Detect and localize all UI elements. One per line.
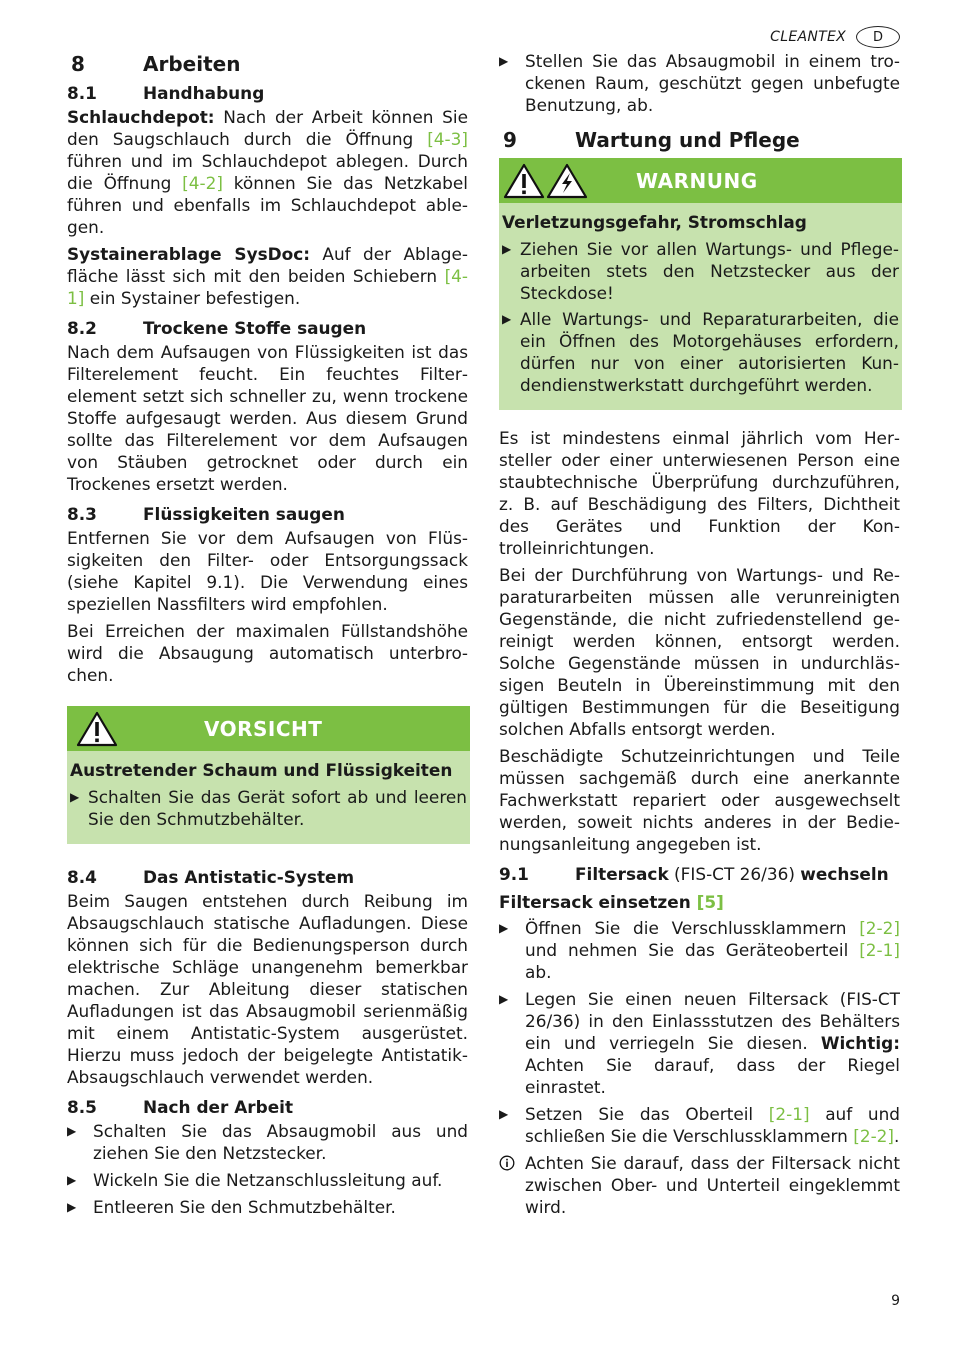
- warning-subtitle: Verletzungsgefahr, Stromschlag: [502, 212, 807, 232]
- section-title: [575, 863, 900, 885]
- figure-reference: [2-1]: [859, 940, 900, 960]
- bullet-triangle-icon: ▶: [502, 312, 512, 326]
- section-9-1-heading: [499, 863, 900, 885]
- section-8-heading: [67, 52, 468, 76]
- text: Filtersack: [575, 864, 669, 884]
- section-8-5-heading: [67, 1096, 468, 1118]
- bullet-triangle-icon: ▶: [67, 1200, 77, 1214]
- bullet-triangle-icon: ▶: [67, 1173, 77, 1187]
- text: Wichtig:: [820, 1033, 900, 1053]
- figure-reference: [5]: [696, 892, 724, 912]
- section-number: 8.4: [67, 867, 97, 887]
- text: und nehmen Sie das Geräteoberteil: [525, 940, 860, 960]
- section-number: 8.3: [67, 504, 97, 524]
- section-8-3-heading: [67, 503, 468, 525]
- warning-body: [499, 203, 902, 410]
- section-8-1-heading: [67, 82, 468, 104]
- text: [525, 988, 900, 1098]
- text: Legen Sie einen neuen Filtersack (FIS-CT 26/36) in den Einlassstutzen des Behälters ein und verriegeln Sie diesen.: [525, 989, 900, 1053]
- warning-header: [499, 158, 902, 203]
- text: Stellen Sie das Absaugmobil in einem trockenen Raum, geschützt gegen unbefugte Benutzung, ab.: [525, 51, 900, 115]
- subheading-filtersack-einsetzen: [499, 891, 900, 913]
- brand-name: CLEANTEX: [770, 29, 846, 45]
- caution-item: [70, 786, 467, 830]
- text: führen und im Schlauchdepot ablegen. Durch die Öffnung: [67, 151, 468, 193]
- left-column: [67, 50, 468, 1223]
- figure-reference: [4-3]: [427, 129, 468, 149]
- bullet-triangle-icon: ▶: [67, 1124, 77, 1138]
- list-item: [499, 988, 900, 1098]
- right-column: [499, 50, 900, 1223]
- text: Wickeln Sie die Netzanschlussleitung auf.: [93, 1170, 443, 1190]
- text: Filtersack einsetzen: [499, 892, 697, 912]
- language-badge: D: [856, 26, 900, 48]
- section-title: Nach der Arbeit: [143, 1097, 294, 1117]
- paragraph-8-3b: Bei Erreichen der maximalen Füllstandshöhe wird die Absaugung automatisch unterbrochen.: [67, 621, 468, 685]
- warning-triangle-icon: [502, 162, 546, 200]
- section-title: Das Antistatic-System: [143, 867, 355, 887]
- text: .: [894, 1126, 900, 1146]
- figure-reference: [2-2]: [859, 918, 900, 938]
- caution-box: [67, 706, 470, 844]
- term-label: Systainerablage SysDoc:: [67, 244, 311, 264]
- figure-reference: [4-2]: [182, 173, 223, 193]
- bullet-triangle-icon: ▶: [502, 242, 512, 256]
- bullet-triangle-icon: ▶: [499, 992, 509, 1006]
- paragraph-8-2: Nach dem Aufsaugen von Flüssigkeiten ist das Filterelement feucht. Ein feuchtes Filterelement setzt sich schneller zu, wenn trockene Stoffe aufgesaugt werden. Aus diesem Grund sollte das Filterelement vor dem Aufsaugen von Stäuben getrocknet oder durch ein Trockenes ersetzt werden.: [67, 342, 468, 494]
- warning-item: [502, 308, 899, 396]
- section-number: 9: [503, 128, 517, 152]
- list-item: [67, 1196, 468, 1218]
- figure-reference: [2-2]: [853, 1126, 895, 1146]
- section-title: Handhabung: [143, 83, 265, 103]
- text: Achten Sie darauf, dass der Riegel einrastet.: [525, 1055, 900, 1097]
- text: können Sie das Netzkabel führen und ebenfalls im Schlauchdepot ablegen.: [67, 173, 468, 237]
- text: Nach der Arbeit können Sie den Saugschlauch durch die Öffnung: [67, 107, 468, 149]
- warning-triangle-icon: [75, 710, 119, 748]
- caution-subtitle: Austretender Schaum und Flüssigkeiten: [70, 760, 453, 780]
- caution-title: VORSICHT: [204, 716, 323, 741]
- text: Schalten Sie das Absaugmobil aus und ziehen Sie den Netzstecker.: [93, 1121, 468, 1163]
- text: [499, 891, 724, 913]
- text: Ziehen Sie vor allen Wartungs- und Pflegearbeiten stets den Netzstecker aus der Steckdose!: [520, 239, 899, 303]
- electric-shock-icon: [545, 162, 589, 200]
- paragraph-sysdoc: [67, 243, 468, 309]
- bullet-triangle-icon: ▶: [499, 54, 509, 68]
- text: wechseln: [800, 864, 889, 884]
- text: Öffnen Sie die Verschlussklammern: [525, 918, 860, 938]
- page-header: [770, 26, 900, 48]
- section-number: 9.1: [499, 864, 529, 884]
- info-icon: [499, 1152, 525, 1218]
- figure-reference: [2-1]: [768, 1104, 810, 1124]
- page-number: 9: [891, 1293, 900, 1309]
- text: [525, 1103, 900, 1147]
- list-item: [499, 1103, 900, 1147]
- warning-item: [502, 238, 899, 304]
- caution-body: [67, 751, 470, 844]
- paragraph-8-4: Beim Saugen entstehen durch Reibung im Absaugschlauch statische Aufladungen. Diese können sich für die Bedienungsperson durch elektrische Schläge unangenehm bemerkbar machen. Zur Ableitung dieser statischen Aufladungen ist das Absaugmobil serienmäßig mit einem Antistatic-System ausgerüstet. Hierzu muss jedoch der beigelegte Antistatik-Absaugschlauch verwendet werden.: [67, 891, 468, 1087]
- paragraph-schlauchdepot: [67, 106, 468, 238]
- section-number: 8.5: [67, 1097, 97, 1117]
- text: Achten Sie darauf, dass der Filtersack nicht zwischen Ober- und Unterteil eingeklemmt wird.: [525, 1153, 900, 1217]
- bullet-triangle-icon: ▶: [499, 921, 509, 935]
- term-label: Schlauchdepot:: [67, 107, 215, 127]
- list-item: [67, 1120, 468, 1164]
- section-title: Flüssigkeiten saugen: [143, 504, 345, 524]
- paragraph-9a: Es ist mindestens einmal jährlich vom Hersteller oder einer unterwiesenen Person eine staubtechnische Überprüfung durchzuführen, z. B. auf Beschädigung des Filters, Dichtheit des Gerätes und Funktion der Kontrolleinrichtungen.: [499, 428, 900, 558]
- section-number: 8.1: [67, 83, 97, 103]
- caution-header: [67, 706, 470, 751]
- section-title: Trockene Stoffe saugen: [143, 318, 367, 338]
- warning-title: WARNUNG: [636, 168, 758, 193]
- list-item: [67, 1169, 468, 1191]
- bullet-triangle-icon: ▶: [70, 790, 80, 804]
- text: ab.: [525, 962, 552, 982]
- list-item: [499, 917, 900, 983]
- bullet-triangle-icon: ▶: [499, 1107, 509, 1121]
- section-title: Arbeiten: [143, 52, 241, 76]
- section-title: Wartung und Pflege: [575, 128, 800, 152]
- section-8-2-heading: [67, 317, 468, 339]
- paragraph-8-3a: Entfernen Sie vor dem Aufsaugen von Flüssigkeiten den Filter- oder Entsorgungssack (siehe Kapitel 9.1). Die Verwendung eines speziellen Nassfilters wird empfohlen.: [67, 528, 468, 614]
- info-note: [499, 1152, 900, 1218]
- text: ein Systainer befestigen.: [84, 288, 301, 308]
- section-9-heading: [499, 128, 900, 152]
- text: auf und schließen Sie die Verschlussklammern: [525, 1104, 900, 1146]
- text: Schalten Sie das Gerät sofort ab und leeren Sie den Schmutzbehälter.: [88, 787, 467, 829]
- text: Entleeren Sie den Schmutzbehälter.: [93, 1197, 396, 1217]
- text: Auf der Ablagefläche lässt sich mit den beiden Schiebern: [67, 244, 468, 286]
- list-item: [499, 50, 900, 116]
- section-8-4-heading: [67, 866, 468, 888]
- paragraph-9b: Bei der Durchführung von Wartungs- und Reparaturarbeiten müssen alle verunreinigten Gegenstände, die nicht zufriedenstellend gereinigt werden können, entsorgt werden. Solche Gegenstände müssen in undurchlässigen Beuteln in Übereinstimmung mit den gültigen Bestimmungen für die Beseitigung solchen Abfalls entsorgt werden.: [499, 565, 900, 739]
- text: Alle Wartungs- und Reparaturarbeiten, die ein Öffnen des Motorgehäuses erfordern, dürfen nur von einer autorisierten Kundendienstwerkstatt durchgeführt werden.: [520, 309, 899, 395]
- figure-reference: [4-1]: [67, 266, 468, 308]
- text: (FIS-CT 26/36): [668, 864, 801, 884]
- paragraph-9c: Beschädigte Schutzeinrichtungen und Teile müssen sachgemäß durch eine anerkannte Fachwerkstatt repariert oder ausgewechselt werden, soweit nichts anderes in der Bedienungsanleitung angegeben ist.: [499, 746, 900, 854]
- section-number: 8: [71, 52, 85, 76]
- text: Setzen Sie das Oberteil: [525, 1104, 769, 1124]
- section-number: 8.2: [67, 318, 97, 338]
- warning-box: [499, 158, 902, 410]
- text: [525, 917, 900, 983]
